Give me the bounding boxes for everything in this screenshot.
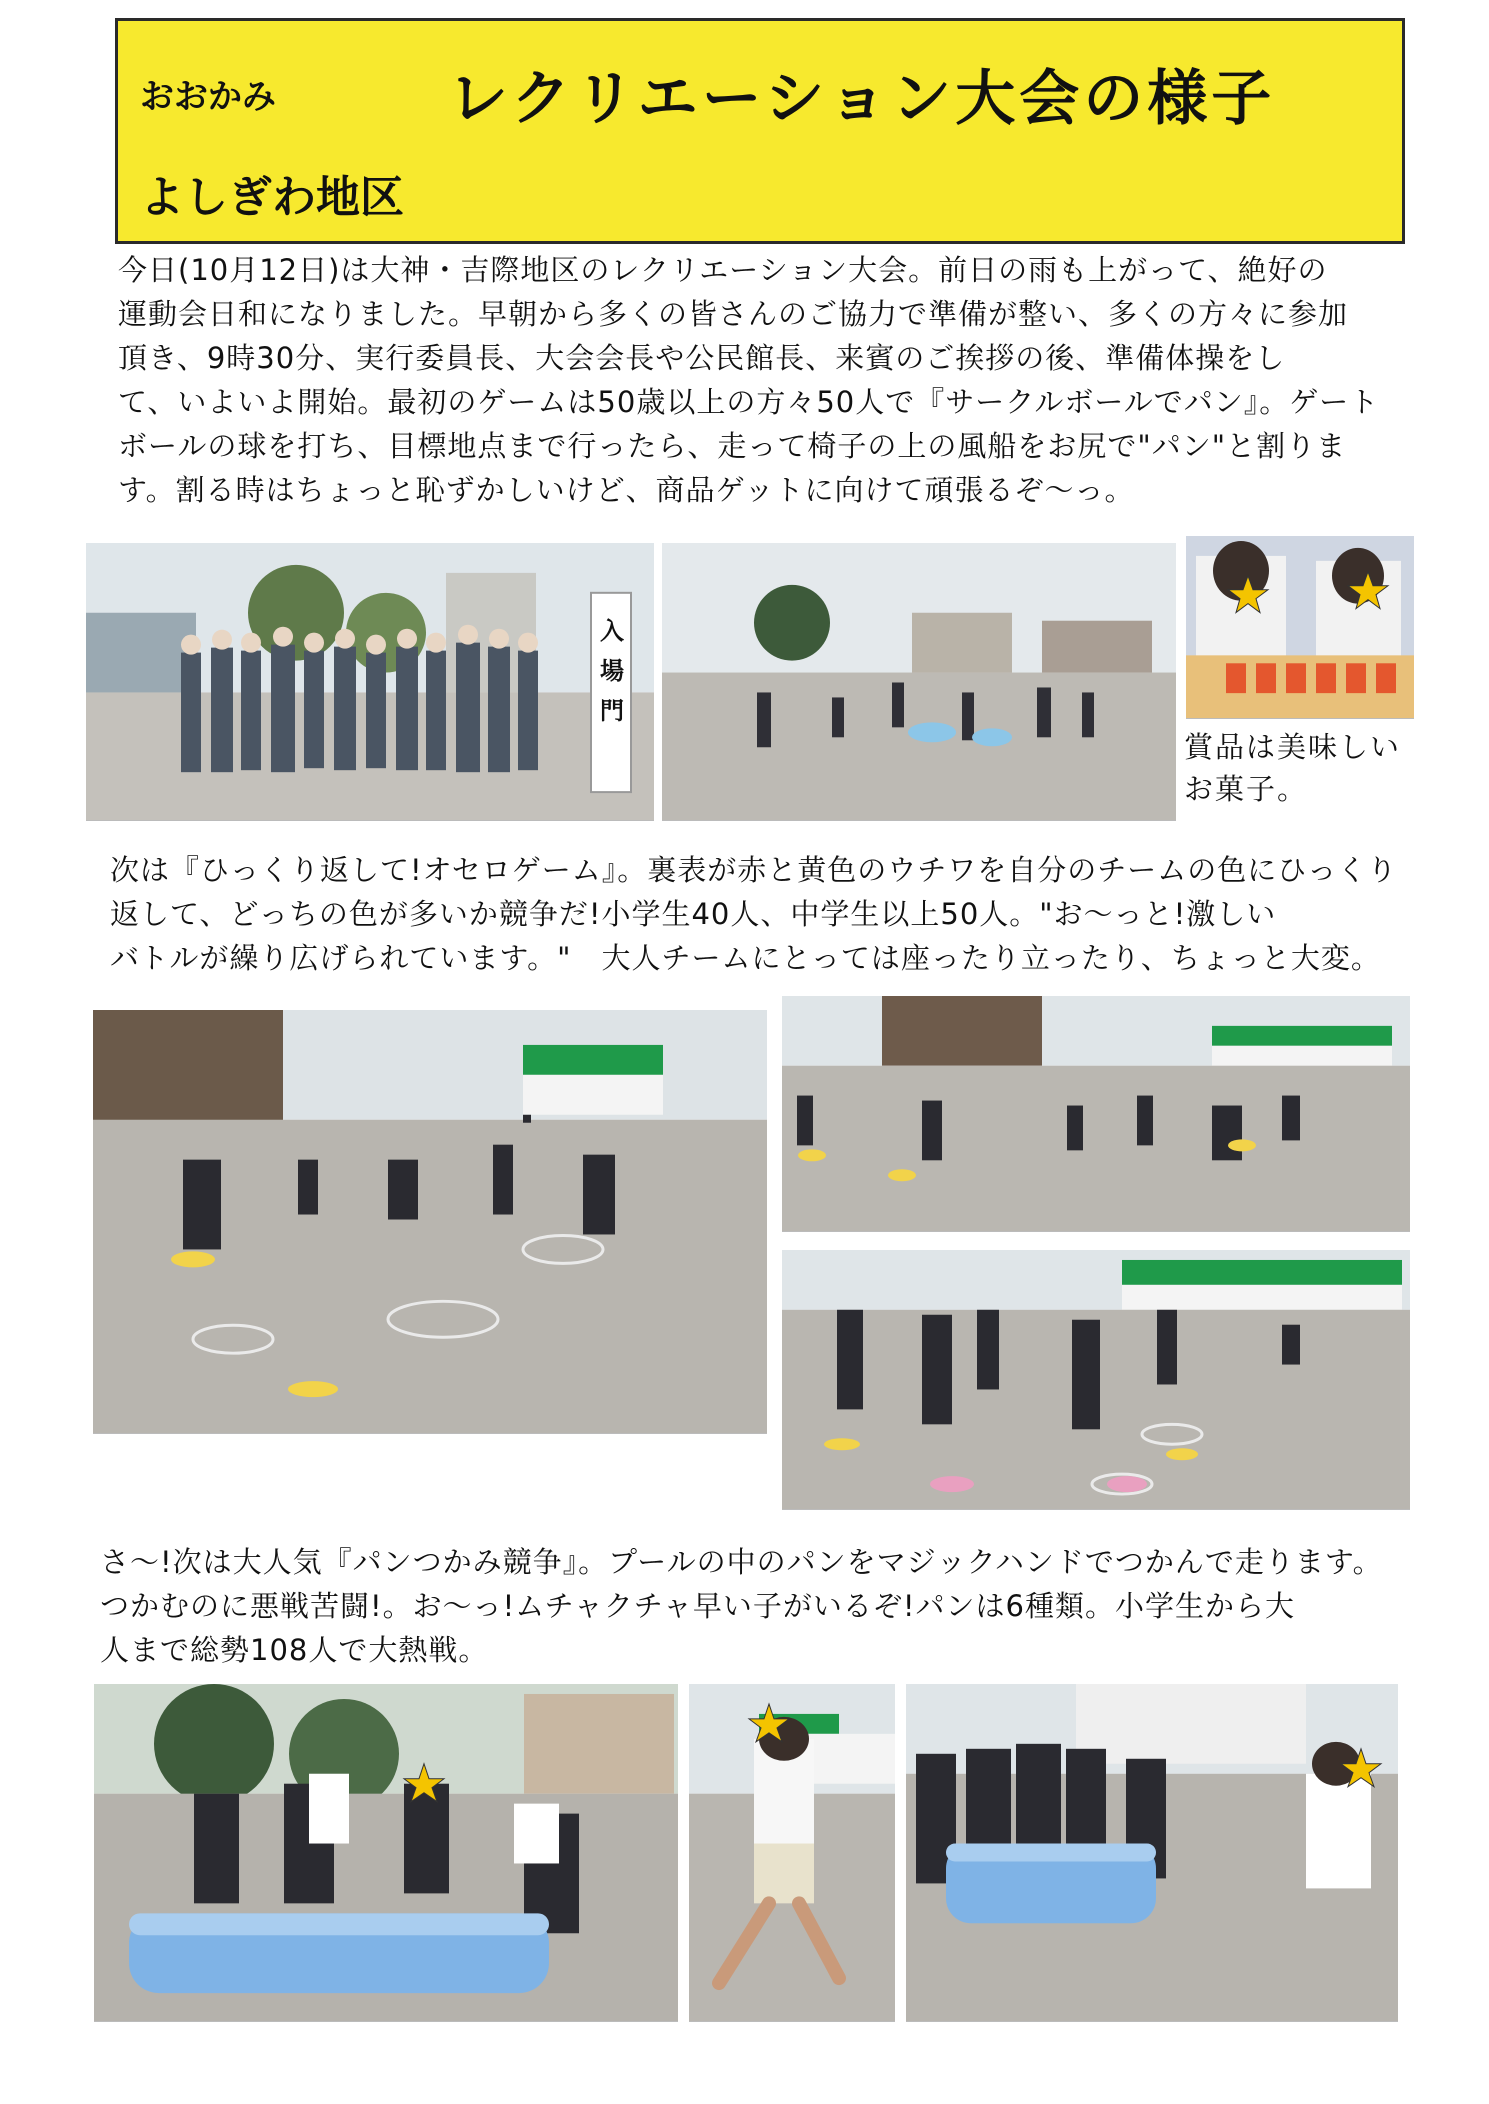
photo-bread-grab-pool-1 — [94, 1684, 678, 2022]
photo-bread-grab-pool-2 — [906, 1684, 1398, 2022]
photo-othello-game-3 — [782, 1250, 1410, 1510]
photo-othello-game-1 — [93, 1010, 767, 1434]
photo-opening-crowd — [86, 543, 654, 821]
intro-paragraph: 今日(10月12日)は大神・吉際地区のレクリエーション大会。前日の雨も上がって、絶好の 運動会日和になりました。早朝から多くの皆さんのご協力で準備が整い、多くの方々に参加 頂き、9時30分、実行委員長、大会会長や公民館長、来賓のご挨拶の後、準備体操をし て、いよいよ開始。最初のゲームは50歳以上の方々50人で『サークルボールでパン』。ゲート ボールの球を打ち、目標地点まで行ったら、走って椅子の上の風船をお尻で"パン"と割りま す。割る時はちょっと恥ずかしいけど、商品ゲットに向けて頑張るぞ〜っ。 — [118, 253, 1380, 507]
photo-circle-ball-game — [662, 543, 1176, 821]
prize-caption: 賞品は美味しい お菓子。 — [1184, 730, 1402, 806]
title-banner — [115, 18, 1405, 244]
othello-paragraph: 次は『ひっくり返して!オセロゲーム』。裏表が赤と黄色のウチワを自分のチームの色にひっくり 返して、どっちの色が多いか競争だ!小学生40人、中学生以上50人。"お〜っと!激しい バトルが繰り広げられています。" 大人チームにとっては座ったり立ったり、ちょっと大変。 — [110, 853, 1398, 975]
page-title: レクリエーション大会の様子 — [448, 64, 1276, 134]
photo-prize-sweets — [1186, 536, 1414, 719]
entrance-gate-sign: 入場門 — [600, 617, 624, 725]
photo-othello-game-2 — [782, 996, 1410, 1232]
pan-paragraph: さ〜!次は大人気『パンつかみ競争』。プールの中のパンをマジックハンドでつかんで走ります。 つかむのに悪戦苦闘!。お〜っ!ムチャクチャ早い子がいるぞ!パンは6種類。小学生から大 人まで総勢108人で大熱戦。 — [100, 1545, 1383, 1667]
photo-bread-grab-runner — [689, 1684, 895, 2022]
district-label-ookami: おおかみ — [140, 77, 276, 117]
district-label-yoshigiwa: よしぎわ地区 — [140, 172, 404, 223]
